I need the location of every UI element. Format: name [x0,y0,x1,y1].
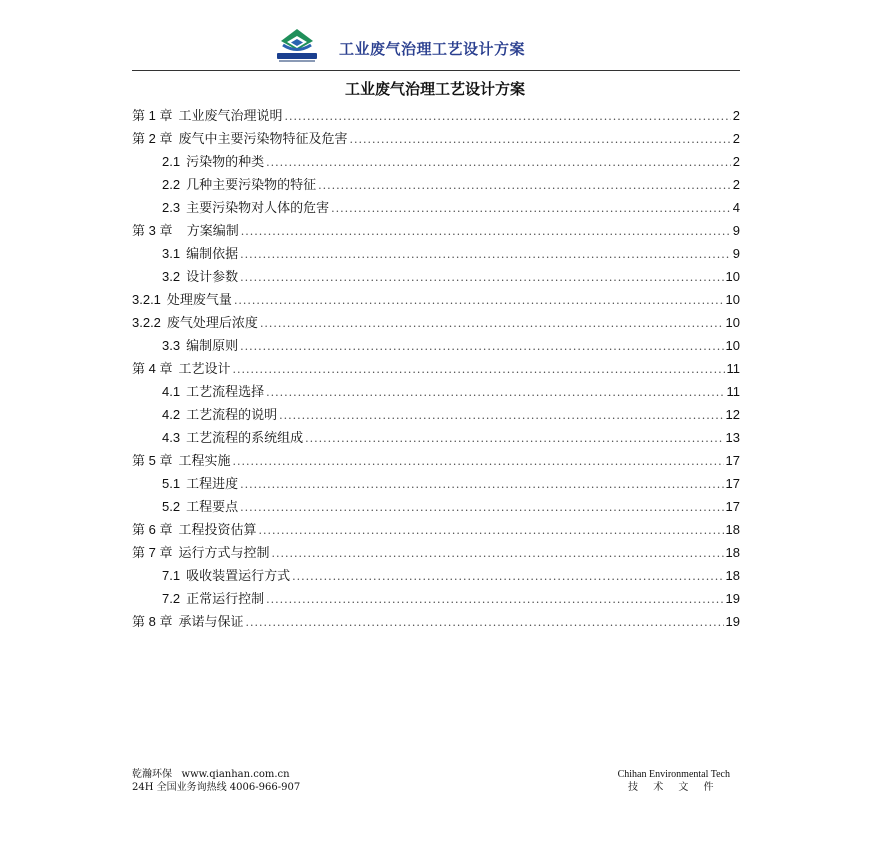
toc-entry-number: 第 6 章 [132,522,173,537]
toc-entry-title: 处理废气量 [166,293,232,308]
toc-entry[interactable] [132,127,740,150]
toc-entry[interactable] [132,518,740,541]
toc-entry-number: 5.1 [162,476,181,491]
toc-leader-dots [284,105,730,128]
company-logo-icon [274,28,320,64]
toc-entry[interactable] [132,265,740,288]
footer-company: 乾瀚环保 [132,769,172,780]
toc-entry[interactable] [132,403,740,426]
toc-leader-dots [234,289,724,312]
toc-entry-number: 2.3 [162,200,181,215]
toc-entry-page: 13 [725,430,740,445]
toc-entry-page: 18 [725,545,740,560]
toc-entry-title: 工艺流程选择 [186,385,265,400]
toc-leader-dots [240,266,723,289]
toc-entry-page: 18 [725,568,740,583]
footer-brand [618,768,730,794]
toc-leader-dots [271,542,723,565]
toc-entry-title: 工程投资估算 [178,523,257,538]
toc-entry-title: 承诺与保证 [178,615,244,630]
toc-entry-page: 4 [732,200,740,215]
toc-leader-dots [232,358,724,381]
toc-entry-number: 3.2 [162,269,181,284]
footer-doc-type: 技 术 文 件 [628,782,720,793]
toc-leader-dots [331,197,731,220]
footer-website-link[interactable]: www.qianhan.com.cn [181,769,290,780]
toc-entry-number: 3.3 [162,338,181,353]
toc-entry-number: 第 2 章 [132,131,173,146]
toc-entry-page: 9 [732,223,740,238]
document-title: 工业废气治理工艺设计方案 [344,80,525,98]
toc-entry-title: 工艺设计 [178,362,231,377]
toc-leader-dots [240,243,731,266]
toc-entry-page: 2 [732,177,740,192]
toc-entry-title: 工业废气治理说明 [178,109,283,124]
toc-leader-dots [258,519,723,542]
toc-entry-number: 2.2 [162,177,181,192]
toc-entry[interactable] [132,173,740,196]
toc-leader-dots [279,404,723,427]
toc-entry-page: 10 [725,269,740,284]
header-title: 工业废气治理工艺设计方案 [339,40,526,58]
toc-leader-dots [240,496,723,519]
toc-entry-title: 编制原则 [186,339,239,354]
toc-entry[interactable] [132,357,740,380]
toc-entry-number: 第 8 章 [132,614,173,629]
toc-entry-page: 10 [725,292,740,307]
toc-entry-title: 编制依据 [186,247,239,262]
toc-entry-title: 污染物的种类 [186,155,265,170]
toc-entry[interactable] [132,449,740,472]
toc-entry-page: 2 [732,154,740,169]
toc-entry[interactable] [132,150,740,173]
toc-entry[interactable] [132,104,740,127]
toc-entry-number: 4.3 [162,430,181,445]
toc-entry-number: 5.2 [162,499,181,514]
toc-entry[interactable] [132,426,740,449]
toc-entry-title: 吸收装置运行方式 [186,569,291,584]
toc-entry-page: 17 [725,453,740,468]
toc-leader-dots [305,427,723,450]
toc-entry[interactable] [132,196,740,219]
toc-entry-page: 10 [725,338,740,353]
toc-entry[interactable] [132,242,740,265]
page-header [132,28,740,72]
toc-leader-dots [245,611,723,634]
toc-entry-title: 正常运行控制 [186,592,265,607]
toc-entry-title: 废气处理后浓度 [166,316,258,331]
toc-entry[interactable] [132,311,740,334]
toc-entry-title: 主要污染物对人体的危害 [186,201,330,216]
toc-entry-number: 3.2.1 [132,292,161,307]
toc-entry-number: 3.2.2 [132,315,161,330]
toc-entry-page: 10 [725,315,740,330]
toc-entry-number: 7.1 [162,568,181,583]
toc-entry-number: 4.2 [162,407,181,422]
toc-entry-title: 废气中主要污染物特征及危害 [178,132,348,147]
toc-entry-number: 第 4 章 [132,361,173,376]
toc-entry-page: 11 [726,361,740,376]
toc-entry-page: 19 [725,614,740,629]
toc-entry-title: 工艺流程的说明 [186,408,278,423]
toc-leader-dots [241,220,731,243]
footer-english-name: Chihan Environmental Tech [617,769,730,780]
toc-leader-dots [232,450,723,473]
toc-entry-title: 工艺流程的系统组成 [186,431,304,446]
toc-entry-page: 2 [732,131,740,146]
toc-entry[interactable] [132,564,740,587]
toc-entry-page: 2 [732,108,740,123]
toc-entry-title: 工程要点 [186,500,239,515]
toc-entry-number: 3.1 [162,246,181,261]
toc-entry-page: 18 [725,522,740,537]
toc-entry[interactable] [132,610,740,633]
toc-entry[interactable] [132,288,740,311]
toc-entry-title: 几种主要污染物的特征 [186,178,317,193]
toc-entry[interactable] [132,472,740,495]
toc-entry-page: 12 [725,407,740,422]
toc-leader-dots [260,312,724,335]
toc-entry[interactable] [132,587,740,610]
table-of-contents [132,104,740,633]
footer-contact [132,768,300,794]
toc-entry-number: 4.1 [162,384,181,399]
toc-leader-dots [349,128,730,151]
toc-leader-dots [266,381,724,404]
toc-entry-title: 工程实施 [178,454,231,469]
header-divider [132,70,740,71]
toc-entry-number: 2.1 [162,154,181,169]
toc-entry-title: 方案编制 [178,224,239,239]
toc-leader-dots [266,151,731,174]
footer-hotline: 24H 全国业务询热线 4006-966-907 [132,782,301,793]
toc-entry-page: 19 [725,591,740,606]
toc-entry-number: 第 3 章 [132,223,173,238]
toc-entry-title: 设计参数 [186,270,239,285]
toc-entry[interactable] [132,380,740,403]
toc-entry-number: 第 7 章 [132,545,173,560]
toc-entry[interactable] [132,495,740,518]
toc-leader-dots [266,588,723,611]
toc-entry-number: 第 5 章 [132,453,173,468]
toc-entry[interactable] [132,219,740,242]
toc-entry-page: 17 [725,499,740,514]
toc-entry[interactable] [132,334,740,357]
toc-leader-dots [292,565,723,588]
toc-entry-page: 9 [732,246,740,261]
toc-leader-dots [240,335,723,358]
toc-entry-page: 17 [725,476,740,491]
toc-leader-dots [240,473,723,496]
toc-entry-title: 工程进度 [186,477,239,492]
toc-entry-number: 第 1 章 [132,108,173,123]
toc-entry-title: 运行方式与控制 [178,546,270,561]
toc-entry-page: 11 [726,384,740,399]
toc-leader-dots [318,174,731,197]
toc-entry-number: 7.2 [162,591,181,606]
toc-entry[interactable] [132,541,740,564]
